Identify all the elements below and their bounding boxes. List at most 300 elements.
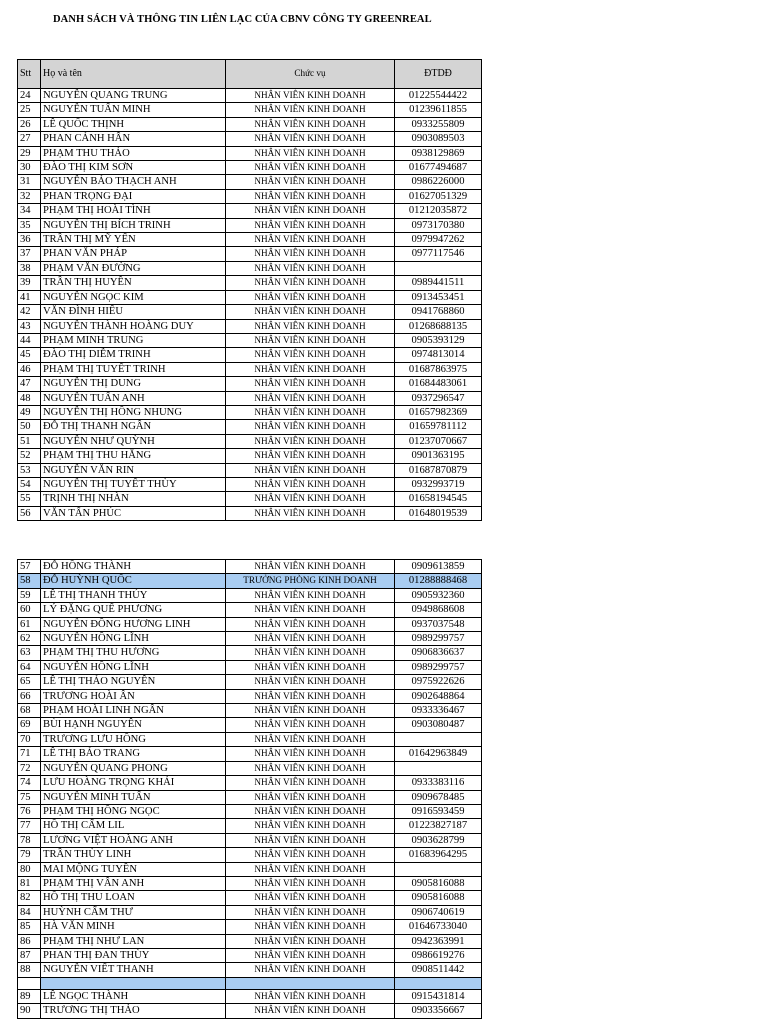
table-row[interactable] — [18, 333, 482, 347]
cell-phone: 0905393129 — [395, 333, 482, 347]
cell-phone: 0933255809 — [395, 117, 482, 131]
cell-phone: 01659781112 — [395, 420, 482, 434]
cell-role: NHÂN VIÊN KINH DOANH — [226, 305, 395, 319]
table-row[interactable] — [18, 146, 482, 160]
cell-name: PHẠM THU THẢO — [41, 146, 226, 160]
cell-role: NHÂN VIÊN KINH DOANH — [226, 276, 395, 290]
cell-name: PHẠM THỊ HỒNG NGỌC — [41, 804, 226, 818]
cell-stt: 66 — [18, 689, 41, 703]
cell-role: NHÂN VIÊN KINH DOANH — [226, 449, 395, 463]
cell-stt: 35 — [18, 218, 41, 232]
cell-stt: 69 — [18, 718, 41, 732]
cell-name: PHẠM THỊ THU HẰNG — [41, 449, 226, 463]
cell-role: NHÂN VIÊN KINH DOANH — [226, 819, 395, 833]
table-row[interactable] — [18, 449, 482, 463]
cell-stt: 90 — [18, 1004, 41, 1018]
cell-name: TRẦN THỊ MỸ YẾN — [41, 233, 226, 247]
cell-phone: 0989441511 — [395, 276, 482, 290]
cell-phone: 01677494687 — [395, 161, 482, 175]
cell-role: NHÂN VIÊN KINH DOANH — [226, 675, 395, 689]
cell-stt: 70 — [18, 732, 41, 746]
cell-stt: 29 — [18, 146, 41, 160]
cell-stt: 89 — [18, 989, 41, 1003]
table-header-row — [18, 60, 482, 89]
cell-stt: 27 — [18, 132, 41, 146]
cell-role: NHÂN VIÊN KINH DOANH — [226, 434, 395, 448]
cell-role: NHÂN VIÊN KINH DOANH — [226, 204, 395, 218]
cell-name: PHẠM THỊ VÂN ANH — [41, 876, 226, 890]
table-row[interactable] — [18, 920, 482, 934]
cell-phone: 01683964295 — [395, 848, 482, 862]
cell-role: NHÂN VIÊN KINH DOANH — [226, 833, 395, 847]
cell-stt: 37 — [18, 247, 41, 261]
col-header-stt: Stt — [18, 60, 41, 89]
cell-role: NHÂN VIÊN KINH DOANH — [226, 391, 395, 405]
cell-phone: 01212035872 — [395, 204, 482, 218]
cell-stt: 25 — [18, 103, 41, 117]
cell-name: NGUYỄN THỊ TUYẾT THÙY — [41, 477, 226, 491]
table-row[interactable] — [18, 1004, 482, 1018]
cell-role: NHÂN VIÊN KINH DOANH — [226, 319, 395, 333]
cell-stt: 68 — [18, 704, 41, 718]
cell-name: MAI MỘNG TUYỀN — [41, 862, 226, 876]
cell-stt: 42 — [18, 305, 41, 319]
cell-role: NHÂN VIÊN KINH DOANH — [226, 632, 395, 646]
col-header-phone: ĐTDĐ — [395, 60, 482, 89]
cell-name: LƯU HOÀNG TRỌNG KHẢI — [41, 776, 226, 790]
table-row[interactable] — [18, 89, 482, 103]
table-row[interactable] — [18, 103, 482, 117]
cell-stt: 75 — [18, 790, 41, 804]
cell-role: NHÂN VIÊN KINH DOANH — [226, 233, 395, 247]
cell-stt: 48 — [18, 391, 41, 405]
cell-name: NGUYỄN QUANG TRUNG — [41, 89, 226, 103]
table-row[interactable] — [18, 463, 482, 477]
cell-stt: 44 — [18, 333, 41, 347]
table-row[interactable] — [18, 204, 482, 218]
cell-stt: 41 — [18, 290, 41, 304]
employee-table-2 — [17, 559, 482, 1019]
cell-role: NHÂN VIÊN KINH DOANH — [226, 218, 395, 232]
cell-name: ĐỖ THỊ THANH NGÂN — [41, 420, 226, 434]
cell-role: NHÂN VIÊN KINH DOANH — [226, 804, 395, 818]
cell-stt: 60 — [18, 603, 41, 617]
cell-phone: 0905932360 — [395, 588, 482, 602]
cell-stt: 81 — [18, 876, 41, 890]
cell-stt: 84 — [18, 905, 41, 919]
cell-name: TRỊNH THỊ NHÀN — [41, 492, 226, 506]
cell-stt: 36 — [18, 233, 41, 247]
cell-stt: 52 — [18, 449, 41, 463]
table-row[interactable] — [18, 560, 482, 574]
cell-name: HỒ THỊ CẨM LIL — [41, 819, 226, 833]
cell-name: PHẠM VĂN ĐƯỜNG — [41, 261, 226, 275]
cell-stt: 34 — [18, 204, 41, 218]
table-row[interactable] — [18, 506, 482, 520]
cell-stt: 30 — [18, 161, 41, 175]
cell-stt: 58 — [18, 574, 41, 588]
table-row[interactable] — [18, 862, 482, 876]
table-row[interactable] — [18, 891, 482, 905]
cell-phone: 0974813014 — [395, 348, 482, 362]
cell-name: PHẠM THỊ HOÀI TÌNH — [41, 204, 226, 218]
cell-stt: 85 — [18, 920, 41, 934]
cell-name: PHAN CẢNH HÂN — [41, 132, 226, 146]
cell-role: NHÂN VIÊN KINH DOANH — [226, 989, 395, 1003]
cell-role — [226, 977, 395, 989]
cell-phone: 01225544422 — [395, 89, 482, 103]
cell-name: LÊ THỊ BẢO TRANG — [41, 747, 226, 761]
cell-name: PHẠM HOÀI LINH NGÂN — [41, 704, 226, 718]
cell-role: NHÂN VIÊN KINH DOANH — [226, 617, 395, 631]
cell-phone: 0942363991 — [395, 934, 482, 948]
cell-phone: 0938129869 — [395, 146, 482, 160]
cell-phone: 01627051329 — [395, 189, 482, 203]
cell-role: NHÂN VIÊN KINH DOANH — [226, 761, 395, 775]
cell-name: TRƯƠNG THỊ THẢO — [41, 1004, 226, 1018]
cell-phone: 0913453451 — [395, 290, 482, 304]
employee-table-1 — [17, 59, 482, 521]
cell-phone: 0909678485 — [395, 790, 482, 804]
cell-name: PHẠM THỊ TUYẾT TRINH — [41, 362, 226, 376]
cell-stt: 54 — [18, 477, 41, 491]
cell-role: NHÂN VIÊN KINH DOANH — [226, 146, 395, 160]
table-row[interactable] — [18, 276, 482, 290]
cell-stt: 51 — [18, 434, 41, 448]
table-row[interactable] — [18, 477, 482, 491]
cell-stt: 55 — [18, 492, 41, 506]
table-row[interactable] — [18, 434, 482, 448]
table-row[interactable] — [18, 189, 482, 203]
table-row[interactable] — [18, 405, 482, 419]
cell-stt: 39 — [18, 276, 41, 290]
cell-name: ĐÀO THỊ DIỄM TRINH — [41, 348, 226, 362]
cell-role: NHÂN VIÊN KINH DOANH — [226, 747, 395, 761]
table-row[interactable] — [18, 776, 482, 790]
table-row[interactable] — [18, 675, 482, 689]
cell-name: NGUYỄN ĐỒNG HƯƠNG LINH — [41, 617, 226, 631]
cell-role: NHÂN VIÊN KINH DOANH — [226, 377, 395, 391]
cell-role: NHÂN VIÊN KINH DOANH — [226, 646, 395, 660]
cell-role: NHÂN VIÊN KINH DOANH — [226, 333, 395, 347]
cell-stt: 79 — [18, 848, 41, 862]
table-row[interactable] — [18, 617, 482, 631]
cell-role: NHÂN VIÊN KINH DOANH — [226, 117, 395, 131]
cell-stt: 74 — [18, 776, 41, 790]
cell-stt: 32 — [18, 189, 41, 203]
cell-phone: 0909613859 — [395, 560, 482, 574]
table-row[interactable] — [18, 963, 482, 977]
table-row[interactable] — [18, 233, 482, 247]
col-header-name: Họ và tên — [41, 60, 226, 89]
cell-role: NHÂN VIÊN KINH DOANH — [226, 920, 395, 934]
cell-name: BÙI HẠNH NGUYÊN — [41, 718, 226, 732]
cell-stt: 77 — [18, 819, 41, 833]
cell-name: NGUYỄN TUẤN MINH — [41, 103, 226, 117]
cell-phone: 0989299757 — [395, 660, 482, 674]
cell-role: NHÂN VIÊN KINH DOANH — [226, 175, 395, 189]
table-row[interactable] — [18, 305, 482, 319]
table-row[interactable] — [18, 819, 482, 833]
table-row[interactable] — [18, 761, 482, 775]
document-title: DANH SÁCH VÀ THÔNG TIN LIÊN LẠC CỦA CBNV CÔNG TY GREENREAL — [53, 14, 432, 25]
cell-stt: 57 — [18, 560, 41, 574]
cell-stt: 26 — [18, 117, 41, 131]
cell-name: ĐỖ HỒNG THÀNH — [41, 560, 226, 574]
col-header-role: Chức vụ — [226, 60, 395, 89]
cell-stt: 49 — [18, 405, 41, 419]
cell-role: NHÂN VIÊN KINH DOANH — [226, 905, 395, 919]
cell-stt: 72 — [18, 761, 41, 775]
table-row[interactable] — [18, 790, 482, 804]
table-row[interactable] — [18, 175, 482, 189]
cell-phone: 01687870879 — [395, 463, 482, 477]
cell-phone: 0908511442 — [395, 963, 482, 977]
cell-stt: 88 — [18, 963, 41, 977]
table-row[interactable] — [18, 646, 482, 660]
table-row[interactable] — [18, 989, 482, 1003]
cell-role: NHÂN VIÊN KINH DOANH — [226, 161, 395, 175]
cell-phone: 0906836637 — [395, 646, 482, 660]
cell-name: TRƯƠNG LƯU HỒNG — [41, 732, 226, 746]
table-row[interactable] — [18, 588, 482, 602]
cell-role: NHÂN VIÊN KINH DOANH — [226, 948, 395, 962]
cell-role: NHÂN VIÊN KINH DOANH — [226, 492, 395, 506]
cell-phone — [395, 862, 482, 876]
cell-phone: 0902648864 — [395, 689, 482, 703]
cell-name: PHAN THỊ ĐAN THÙY — [41, 948, 226, 962]
cell-role: NHÂN VIÊN KINH DOANH — [226, 776, 395, 790]
cell-name: TRƯƠNG HOÀI ÂN — [41, 689, 226, 703]
table-row[interactable] — [18, 161, 482, 175]
table-row[interactable] — [18, 632, 482, 646]
cell-name: NGUYỄN THỊ HỒNG NHUNG — [41, 405, 226, 419]
table-row[interactable] — [18, 747, 482, 761]
table-row[interactable] — [18, 732, 482, 746]
cell-phone — [395, 261, 482, 275]
cell-phone: 01658194545 — [395, 492, 482, 506]
cell-phone: 0906740619 — [395, 905, 482, 919]
table-row[interactable] — [18, 492, 482, 506]
cell-phone: 01642963849 — [395, 747, 482, 761]
cell-stt: 71 — [18, 747, 41, 761]
cell-phone: 01646733040 — [395, 920, 482, 934]
cell-phone: 0949868608 — [395, 603, 482, 617]
cell-phone: 0903628799 — [395, 833, 482, 847]
cell-role: NHÂN VIÊN KINH DOANH — [226, 963, 395, 977]
table-row[interactable] — [18, 804, 482, 818]
cell-role: NHÂN VIÊN KINH DOANH — [226, 477, 395, 491]
cell-phone: 0905816088 — [395, 876, 482, 890]
cell-role: NHÂN VIÊN KINH DOANH — [226, 1004, 395, 1018]
cell-name: HỒ THỊ THU LOAN — [41, 891, 226, 905]
cell-name: ĐÀO THỊ KIM SƠN — [41, 161, 226, 175]
cell-name: VĂN TẤN PHÚC — [41, 506, 226, 520]
cell-role: NHÂN VIÊN KINH DOANH — [226, 89, 395, 103]
cell-phone — [395, 732, 482, 746]
table-row[interactable] — [18, 319, 482, 333]
cell-role: NHÂN VIÊN KINH DOANH — [226, 103, 395, 117]
cell-phone: 0933336467 — [395, 704, 482, 718]
cell-stt: 64 — [18, 660, 41, 674]
cell-phone: 0986619276 — [395, 948, 482, 962]
table-row[interactable] — [18, 218, 482, 232]
table-row[interactable] — [18, 934, 482, 948]
cell-name: TRẦN THÙY LINH — [41, 848, 226, 862]
cell-name: LÊ QUỐC THỊNH — [41, 117, 226, 131]
cell-name: TRẦN THỊ HUYỀN — [41, 276, 226, 290]
cell-role: NHÂN VIÊN KINH DOANH — [226, 704, 395, 718]
cell-role: NHÂN VIÊN KINH DOANH — [226, 362, 395, 376]
cell-phone: 0973170380 — [395, 218, 482, 232]
cell-role: NHÂN VIÊN KINH DOANH — [226, 603, 395, 617]
cell-phone: 0932993719 — [395, 477, 482, 491]
cell-name: NGUYỄN NGỌC KIM — [41, 290, 226, 304]
cell-stt: 47 — [18, 377, 41, 391]
cell-stt: 87 — [18, 948, 41, 962]
table-row[interactable] — [18, 132, 482, 146]
cell-role: NHÂN VIÊN KINH DOANH — [226, 261, 395, 275]
cell-role: NHÂN VIÊN KINH DOANH — [226, 189, 395, 203]
table-row[interactable] — [18, 117, 482, 131]
cell-name: LƯƠNG VIỆT HOÀNG ANH — [41, 833, 226, 847]
cell-role: NHÂN VIÊN KINH DOANH — [226, 132, 395, 146]
cell-phone: 0905816088 — [395, 891, 482, 905]
cell-role: NHÂN VIÊN KINH DOANH — [226, 405, 395, 419]
cell-name: LÊ NGỌC THÀNH — [41, 989, 226, 1003]
cell-name: NGUYỄN THỊ BÍCH TRINH — [41, 218, 226, 232]
cell-role: NHÂN VIÊN KINH DOANH — [226, 247, 395, 261]
cell-name: NGUYỄN HỒNG LĨNH — [41, 632, 226, 646]
cell-role: NHÂN VIÊN KINH DOANH — [226, 934, 395, 948]
cell-name: VĂN ĐÌNH HIẾU — [41, 305, 226, 319]
cell-stt — [18, 977, 41, 989]
cell-stt: 31 — [18, 175, 41, 189]
cell-name: NGUYỄN THÀNH HOÀNG DUY — [41, 319, 226, 333]
cell-stt: 62 — [18, 632, 41, 646]
cell-stt: 78 — [18, 833, 41, 847]
cell-phone: 0915431814 — [395, 989, 482, 1003]
table-row[interactable] — [18, 348, 482, 362]
cell-role: NHÂN VIÊN KINH DOANH — [226, 420, 395, 434]
table-row[interactable] — [18, 377, 482, 391]
cell-role: NHÂN VIÊN KINH DOANH — [226, 876, 395, 890]
cell-role: NHÂN VIÊN KINH DOANH — [226, 290, 395, 304]
cell-role: NHÂN VIÊN KINH DOANH — [226, 848, 395, 862]
cell-phone: 0937037548 — [395, 617, 482, 631]
cell-stt: 59 — [18, 588, 41, 602]
table-row[interactable] — [18, 718, 482, 732]
cell-role: NHÂN VIÊN KINH DOANH — [226, 463, 395, 477]
table-row[interactable] — [18, 290, 482, 304]
table-row[interactable] — [18, 574, 482, 588]
table-row[interactable] — [18, 704, 482, 718]
cell-phone: 0986226000 — [395, 175, 482, 189]
cell-role: NHÂN VIÊN KINH DOANH — [226, 891, 395, 905]
table-row[interactable] — [18, 948, 482, 962]
table-row[interactable] — [18, 977, 482, 989]
cell-stt: 56 — [18, 506, 41, 520]
cell-name: HÀ VĂN MINH — [41, 920, 226, 934]
table-row[interactable] — [18, 848, 482, 862]
cell-phone: 0903080487 — [395, 718, 482, 732]
table-row[interactable] — [18, 261, 482, 275]
cell-stt: 50 — [18, 420, 41, 434]
table-row[interactable] — [18, 391, 482, 405]
cell-phone — [395, 977, 482, 989]
cell-stt: 82 — [18, 891, 41, 905]
cell-role: NHÂN VIÊN KINH DOANH — [226, 660, 395, 674]
cell-role: NHÂN VIÊN KINH DOANH — [226, 506, 395, 520]
table-row[interactable] — [18, 420, 482, 434]
cell-name: NGUYỄN THỊ DUNG — [41, 377, 226, 391]
table-row[interactable] — [18, 876, 482, 890]
cell-phone: 01237070667 — [395, 434, 482, 448]
cell-stt: 45 — [18, 348, 41, 362]
cell-name: LÊ THỊ THANH THÚY — [41, 588, 226, 602]
cell-role: NHÂN VIÊN KINH DOANH — [226, 862, 395, 876]
cell-name — [41, 977, 226, 989]
cell-phone: 01239611855 — [395, 103, 482, 117]
cell-name: NGUYỄN BẢO THẠCH ANH — [41, 175, 226, 189]
cell-name: NGUYỄN QUANG PHONG — [41, 761, 226, 775]
table-row[interactable] — [18, 833, 482, 847]
table-row[interactable] — [18, 362, 482, 376]
cell-phone: 0937296547 — [395, 391, 482, 405]
cell-phone: 0933383116 — [395, 776, 482, 790]
cell-stt: 63 — [18, 646, 41, 660]
cell-phone: 0941768860 — [395, 305, 482, 319]
table-row[interactable] — [18, 603, 482, 617]
cell-role: TRƯỞNG PHÒNG KINH DOANH — [226, 574, 395, 588]
cell-role: NHÂN VIÊN KINH DOANH — [226, 790, 395, 804]
cell-phone: 0901363195 — [395, 449, 482, 463]
cell-role: NHÂN VIÊN KINH DOANH — [226, 348, 395, 362]
table-row[interactable] — [18, 905, 482, 919]
table-row[interactable] — [18, 247, 482, 261]
table-row[interactable] — [18, 689, 482, 703]
cell-stt: 46 — [18, 362, 41, 376]
cell-role: NHÂN VIÊN KINH DOANH — [226, 718, 395, 732]
cell-phone: 01288888468 — [395, 574, 482, 588]
cell-name: ĐỖ HUỲNH QUỐC — [41, 574, 226, 588]
cell-stt: 53 — [18, 463, 41, 477]
cell-name: NGUYỄN HỒNG LĨNH — [41, 660, 226, 674]
cell-stt: 80 — [18, 862, 41, 876]
cell-phone: 0903089503 — [395, 132, 482, 146]
cell-phone: 01684483061 — [395, 377, 482, 391]
cell-role: NHÂN VIÊN KINH DOANH — [226, 732, 395, 746]
cell-phone: 01657982369 — [395, 405, 482, 419]
cell-name: PHẠM THỊ NHƯ LAN — [41, 934, 226, 948]
cell-name: NGUYỄN VĂN RIN — [41, 463, 226, 477]
cell-name: NGUYỄN NHƯ QUỲNH — [41, 434, 226, 448]
cell-stt: 38 — [18, 261, 41, 275]
cell-name: PHAN TRỌNG ĐẠI — [41, 189, 226, 203]
cell-stt: 65 — [18, 675, 41, 689]
table-row[interactable] — [18, 660, 482, 674]
cell-name: PHẠM MINH TRUNG — [41, 333, 226, 347]
cell-stt: 61 — [18, 617, 41, 631]
cell-stt: 76 — [18, 804, 41, 818]
cell-role: NHÂN VIÊN KINH DOANH — [226, 689, 395, 703]
cell-stt: 86 — [18, 934, 41, 948]
cell-name: LÝ ĐẶNG QUẾ PHƯƠNG — [41, 603, 226, 617]
cell-phone: 0916593459 — [395, 804, 482, 818]
cell-phone: 0979947262 — [395, 233, 482, 247]
cell-phone: 0975922626 — [395, 675, 482, 689]
cell-phone: 01687863975 — [395, 362, 482, 376]
